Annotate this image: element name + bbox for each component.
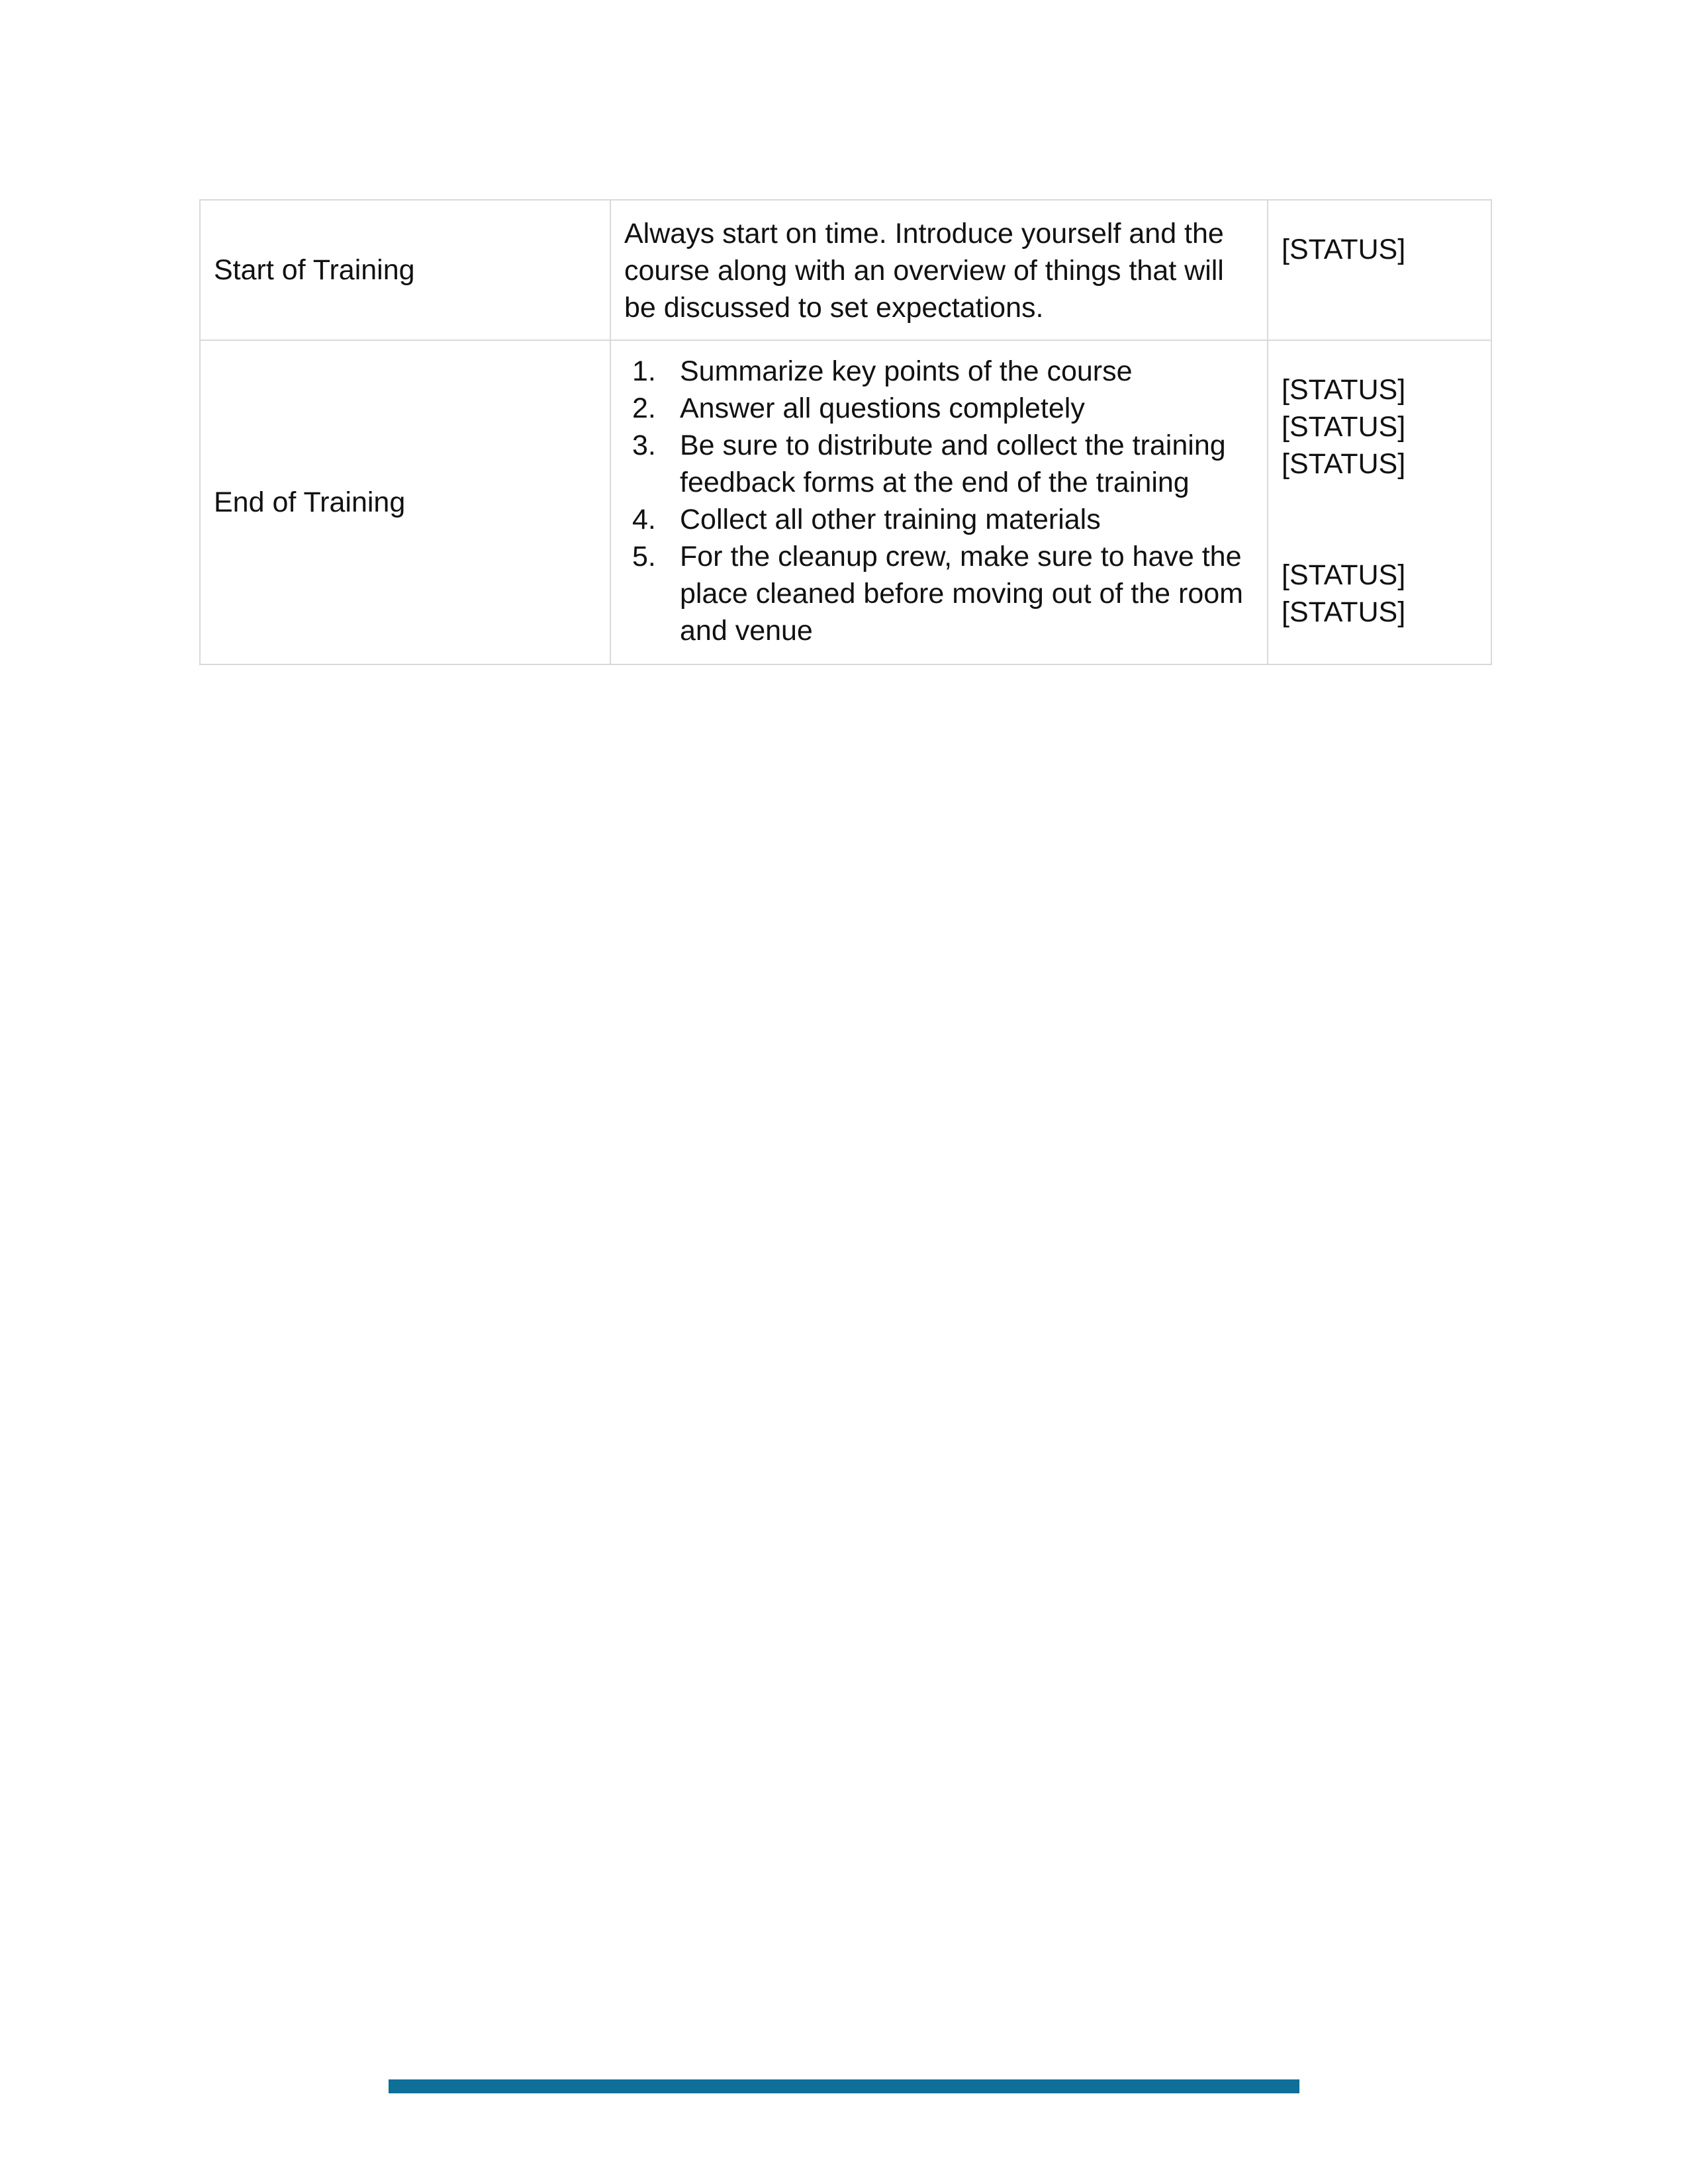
- status-value: [STATUS]: [1282, 448, 1406, 480]
- status-cell: [1268, 200, 1491, 340]
- status-value: [STATUS]: [1282, 596, 1406, 628]
- step-text: Summarize key points of the course: [680, 355, 1133, 387]
- step-text: Collect all other training materials: [680, 504, 1101, 535]
- list-item: [624, 390, 1254, 427]
- step-number: 1.: [632, 355, 656, 387]
- table-row: [200, 200, 1491, 340]
- status-value: [STATUS]: [1282, 234, 1406, 265]
- list-item: [624, 501, 1254, 538]
- phase-cell: [200, 340, 610, 664]
- status-cell: [1268, 340, 1491, 664]
- list-item: [624, 427, 1254, 501]
- phase-cell: [200, 200, 610, 340]
- phase-label: Start of Training: [214, 254, 415, 286]
- status-value: [STATUS]: [1282, 374, 1406, 406]
- status-value: [STATUS]: [1282, 411, 1406, 443]
- steps-list: [624, 341, 1254, 649]
- step-text: Be sure to distribute and collect the training feedback forms at the end of the training: [680, 430, 1226, 498]
- description-cell: [610, 340, 1268, 664]
- status-value: [STATUS]: [1282, 559, 1406, 591]
- step-number: 2.: [632, 392, 656, 424]
- step-number: 4.: [632, 504, 656, 535]
- table-row: [200, 340, 1491, 664]
- status-list: [1282, 341, 1477, 631]
- description-cell: [610, 200, 1268, 340]
- list-item: [624, 538, 1254, 649]
- step-number: 5.: [632, 541, 656, 572]
- description-text: Always start on time. Introduce yourself and the course along with an overview of things that will be discussed to set expectations.: [624, 218, 1224, 324]
- status-spacer: [1282, 482, 1477, 557]
- training-checklist-table: [199, 199, 1492, 665]
- footer-accent-bar: [389, 2079, 1299, 2093]
- step-text: For the cleanup crew, make sure to have the place cleaned before moving out of the room and venue: [680, 541, 1243, 647]
- step-number: 3.: [632, 430, 656, 461]
- phase-label: End of Training: [214, 486, 406, 518]
- list-item: [624, 353, 1254, 390]
- step-text: Answer all questions completely: [680, 392, 1085, 424]
